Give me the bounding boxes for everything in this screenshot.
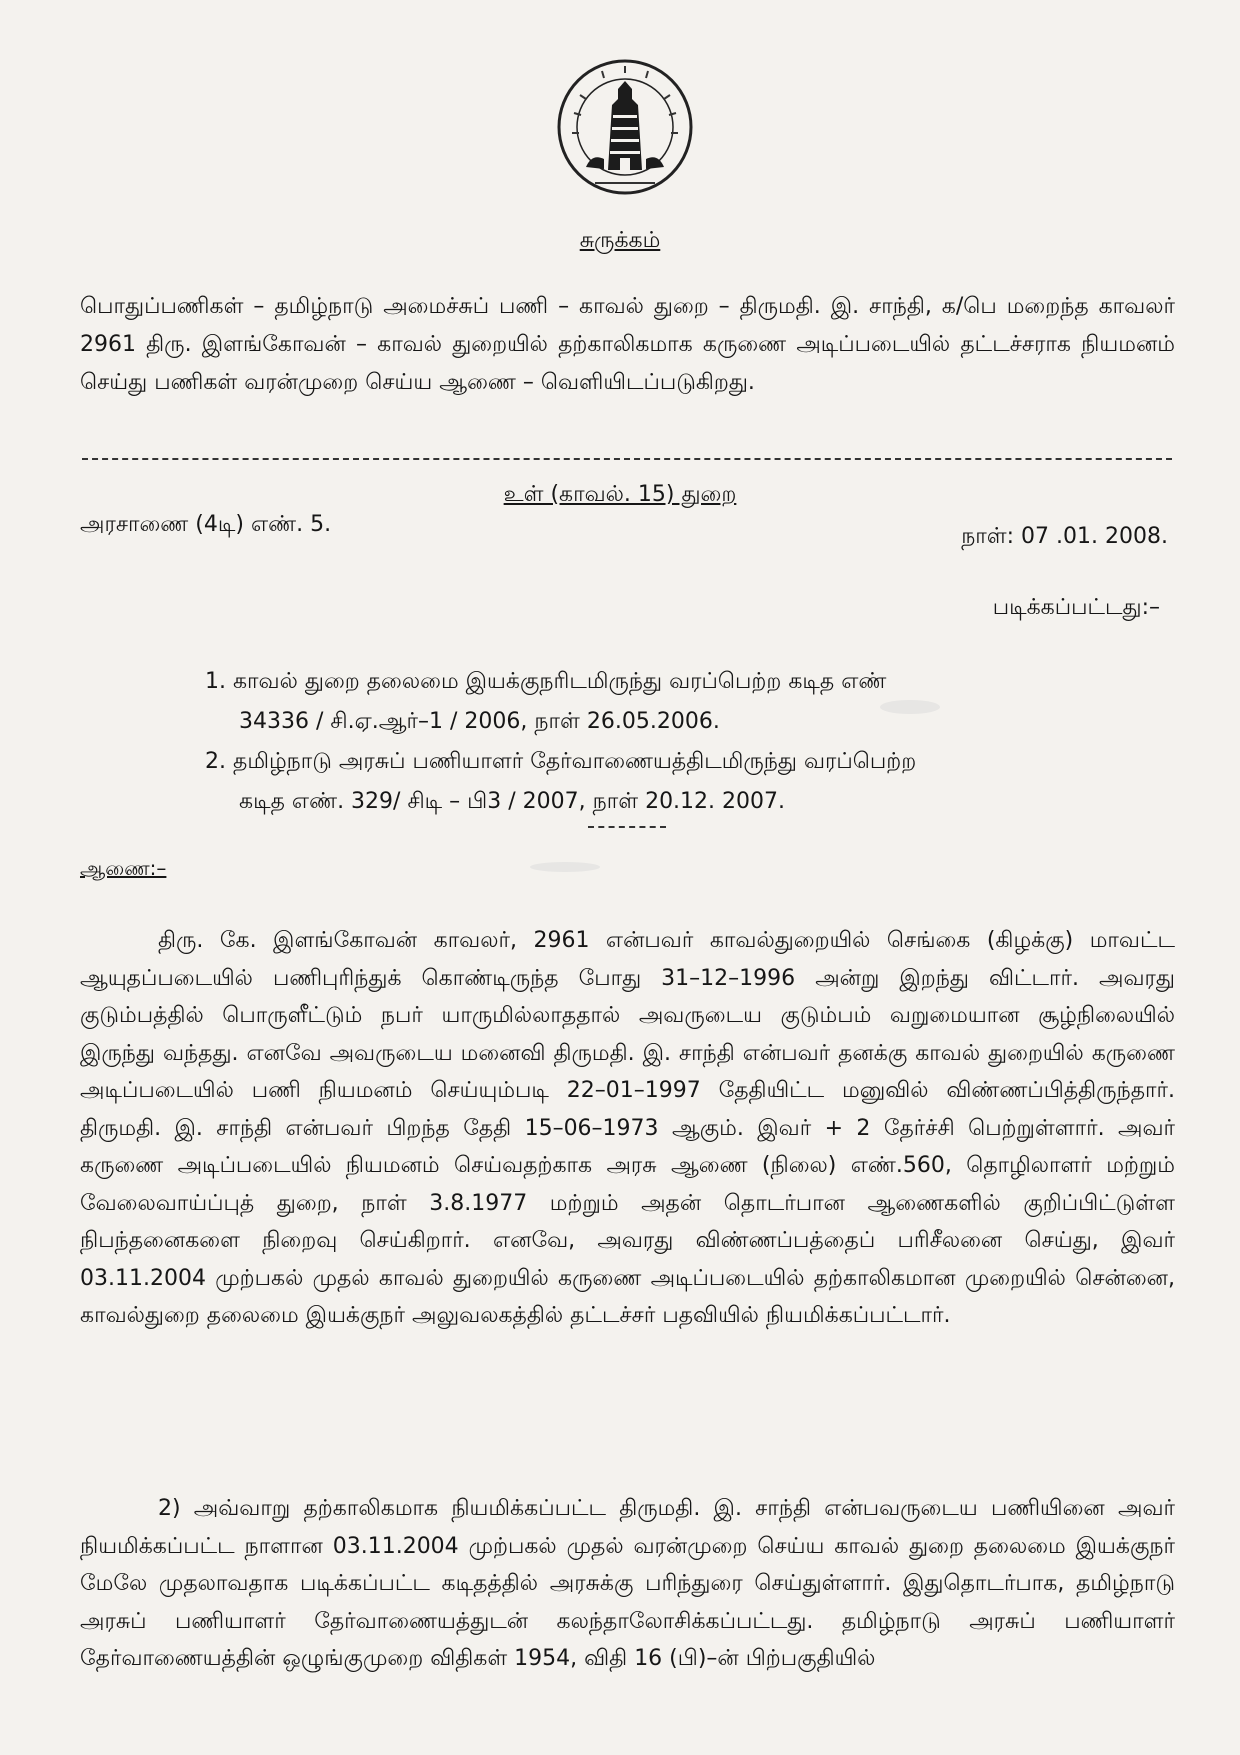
government-order-date: நாள்: 07 .01. 2008.: [961, 524, 1168, 549]
reference-line: 1. காவல் துறை தலைமை இயக்குநரிடமிருந்து வரப்பெற்ற கடித எண்: [205, 669, 887, 694]
government-emblem-seal: [550, 55, 700, 205]
reference-list: [205, 662, 1105, 822]
order-label: ஆணை:–: [80, 856, 167, 880]
reference-line: கடித எண். 329/ சிடி – பி3 / 2007, நாள் 20.12. 2007.: [239, 789, 786, 814]
reference-item: [205, 742, 1105, 822]
read-label: படிக்கப்பட்டது:–: [992, 595, 1160, 620]
body-paragraph-2: 2) அவ்வாறு தற்காலிகமாக நியமிக்கப்பட்ட திருமதி. இ. சாந்தி என்பவருடைய பணியினை அவர் நியமிக்கப்பட்ட நாளான 03.11.2004 முற்பகல் முதல் வரன்முறை செய்ய காவல் துறை தலைமை இயக்குநர் மேலே முதலாவதாக படிக்கப்பட்ட கடிதத்தில் அரசுக்கு பரிந்துரை செய்துள்ளார். இதுதொடர்பாக, தமிழ்நாடு அரசுப் பணியாளர் தேர்வாணையத்துடன் கலந்தாலோசிக்கப்பட்டது. தமிழ்நாடு அரசுப் பணியாளர் தேர்வாணையத்தின் ஒழுங்குமுறை விதிகள் 1954, விதி 16 (பி)–ன் பிற்பகுதியில்: [80, 1496, 1175, 1671]
department-heading: உள் (காவல். 15) துறை: [503, 482, 737, 507]
government-order-number: அரசாணை (4டி) எண். 5.: [80, 512, 332, 537]
scan-smudge: [530, 862, 600, 872]
reference-line: 2. தமிழ்நாடு அரசுப் பணியாளர் தேர்வாணையத்திடமிருந்து வரப்பெற்ற: [205, 749, 917, 774]
summary-title: சுருக்கம்: [579, 228, 661, 253]
scan-smudge: [880, 700, 940, 714]
section-divider: [82, 458, 1172, 460]
reference-item: [205, 662, 1105, 742]
body-paragraph-1: திரு. கே. இளங்கோவன் காவலர், 2961 என்பவர் காவல்துறையில் செங்கை (கிழக்கு) மாவட்ட ஆயுதப்படையில் பணிபுரிந்துக் கொண்டிருந்த போது 31–12–1996 அன்று இறந்து விட்டார். அவரது குடும்பத்தில் பொருளீட்டும் நபர் யாருமில்லாததால் அவருடைய குடும்பம் வறுமையான சூழ்நிலையில் இருந்து வந்தது. எனவே அவருடைய மனைவி திருமதி. இ. சாந்தி என்பவர் தனக்கு காவல் துறையில் கருணை அடிப்படையில் பணி நியமனம் செய்யும்படி 22–01–1997 தேதியிட்ட மனுவில் விண்ணப்பித்திருந்தார். திருமதி. இ. சாந்தி என்பவர் பிறந்த தேதி 15–06–1973 ஆகும். இவர் + 2 தேர்ச்சி பெற்றுள்ளார். அவர் கருணை அடிப்படையில் நியமனம் செய்வதற்காக அரசு ஆணை (நிலை) எண்.560, தொழிலாளர் மற்றும் வேலைவாய்ப்புத் துறை, நாள் 3.8.1977 மற்றும் அதன் தொடர்பான ஆணைகளில் குறிப்பிட்டுள்ள நிபந்தனைகளை நிறைவு செய்கிறார். எனவே, அவரது விண்ணப்பத்தைப் பரிசீலனை செய்து, இவர் 03.11.2004 முற்பகல் முதல் காவல் துறையில் கருணை அடிப்படையில் தற்காலிகமான முறையில் சென்னை, காவல்துறை தலைமை இயக்குநர் அலுவலகத்தில் தட்டச்சர் பதவியில் நியமிக்கப்பட்டார்.: [80, 928, 1175, 1328]
reference-line: 34336 / சி.ஏ.ஆர்–1 / 2006, நாள் 26.05.2006.: [239, 709, 720, 734]
short-divider: [588, 826, 666, 828]
subject-paragraph: பொதுப்பணிகள் – தமிழ்நாடு அமைச்சுப் பணி – காவல் துறை – திருமதி. இ. சாந்தி, க/பெ மறைந்த காவலர் 2961 திரு. இளங்கோவன் – காவல் துறையில் தற்காலிகமாக கருணை அடிப்படையில் தட்டச்சராக நியமனம் செய்து பணிகள் வரன்முறை செய்ய ஆணை – வெளியிடப்படுகிறது.: [80, 294, 1175, 395]
